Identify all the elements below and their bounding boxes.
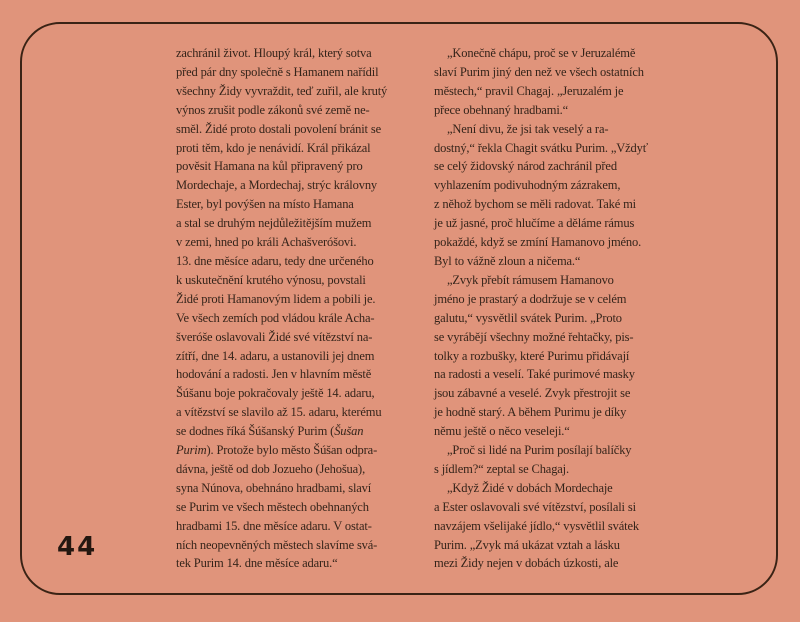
text-line: se vyrábějí všechny možné řehtačky, pis- — [434, 329, 634, 344]
text-line: hradbami 15. dne měsíce adaru. V ostat- — [176, 518, 372, 533]
text-line: tek Purim 14. dne měsíce adaru.“ — [176, 556, 338, 571]
text-line: proti těm, kdo je nenávidí. Král přikázal — [176, 140, 371, 155]
text-line: šveróše oslavovali Židé své vítězství na- — [176, 329, 373, 344]
text-line: v zemi, hned po králi Achašveróšovi. — [176, 235, 357, 250]
text-line: se dodnes říká Šúšanský Purim (Šušan — [176, 424, 364, 439]
text-line: Ve všech zemích pod vládou krále Acha- — [176, 310, 375, 325]
text-line: Purim. „Zvyk má ukázat vztah a lásku — [434, 537, 620, 552]
text-line: k uskutečnění krutého výnosu, povstali — [176, 272, 366, 287]
text-line: syna Núnova, obehnáno hradbami, slaví — [176, 480, 372, 495]
text-line: zachránil život. Hloupý král, který sotva — [176, 46, 372, 60]
text-line: „Proč si lidé na Purim posílají balíčky — [447, 443, 632, 458]
text-line: a stal se druhým nejdůležitějším mužem — [176, 216, 372, 231]
text-line: a vítězství se slavilo až 15. adaru, kterému — [176, 405, 382, 420]
text-line: vyhlazením podivuhodným zázrakem, — [434, 178, 621, 193]
text-line: na radosti a veselí. Také purimové masky — [434, 367, 635, 382]
text-line: městech,“ pravil Chagaj. „Jeruzalém je — [434, 83, 624, 98]
text-line: směl. Židé proto dostali povolení bránit se — [176, 121, 381, 136]
text-line: před pár dny společně s Hamanem nařídil — [176, 64, 379, 79]
text-line: „Když Židé v dobách Mordechaje — [447, 480, 613, 495]
text-line: a Ester oslavovali své vítězství, posílali si — [434, 499, 636, 514]
text-line: „Zvyk přebít rámusem Hamanovo — [447, 272, 614, 287]
text-line: galutu,“ vysvětlil svátek Purim. „Proto — [434, 310, 622, 325]
text-line: dostný,“ řekla Chagit svátku Purim. „Vždyť — [434, 140, 648, 155]
text-line: pověsit Hamana na kůl připravený pro — [176, 159, 363, 174]
text-line: s jídlem?“ zeptal se Chagaj. — [434, 461, 569, 476]
text-line: je hodně starý. A během Purimu je díky — [434, 405, 627, 420]
page-number: 44 — [57, 532, 98, 562]
text-line: je už jasné, proč hlučíme a děláme rámus — [434, 216, 635, 231]
left-column — [176, 44, 422, 573]
text-line: Purim). Protože bylo město Šúšan odpra- — [176, 443, 378, 458]
text-line: Židé proti Hamanovým lidem a pobili je. — [176, 291, 376, 306]
text-line: výnos zrušit podle zákonů své země ne- — [176, 102, 370, 117]
text-line: dávna, ještě od dob Jozueho (Jehošua), — [176, 461, 366, 476]
text-line: všechny Židy vyvraždit, teď zuřil, ale krutý — [176, 83, 388, 98]
text-line: z něhož bychom se měli radovat. Také mi — [434, 197, 637, 212]
text-line: Ester, byl povýšen na místo Hamana — [176, 197, 354, 212]
text-line: zítří, dne 14. adaru, a ustanovili jej dnem — [176, 348, 375, 363]
text-line: Šúšanu boje pokračovaly ještě 14. adaru, — [176, 386, 375, 401]
text-line: se Purim ve všech městech obehnaných — [176, 499, 369, 514]
text-line: slaví Purim jiný den než ve všech ostatních — [434, 64, 644, 79]
text-line: mezi Židy nejen v dobách úzkosti, ale — [434, 556, 619, 571]
right-column — [434, 44, 680, 573]
text-line: Mordechaje, a Mordechaj, strýc královny — [176, 178, 378, 193]
text-line: přece obehnaný hradbami.“ — [434, 102, 569, 117]
text-line: 13. dne měsíce adaru, tedy dne určeného — [176, 253, 374, 268]
text-line: Byl to vážně zloun a ničema.“ — [434, 253, 581, 268]
text-line: „Konečně chápu, proč se v Jeruzalémě — [447, 46, 636, 60]
text-line: hodování a radosti. Jen v hlavním městě — [176, 367, 372, 382]
text-line: navzájem všelijaké jídlo,“ vysvětlil svátek — [434, 518, 639, 533]
text-line: „Není divu, že jsi tak veselý a ra- — [447, 121, 609, 136]
text-line: jméno je prastarý a dodržuje se v celém — [434, 291, 627, 306]
text-line: se celý židovský národ zachránil před — [434, 159, 617, 174]
text-line: tolky a rozbušky, které Purimu přidávají — [434, 348, 630, 363]
text-line: pokaždé, když se zmíní Hamanovo jméno. — [434, 235, 642, 250]
text-line: němu ještě o něco veseleji.“ — [434, 424, 570, 439]
text-line: jsou zábavné a veselé. Zvyk přestrojit se — [434, 386, 631, 401]
text-line: ních neopevněných městech slavíme svá- — [176, 537, 378, 552]
